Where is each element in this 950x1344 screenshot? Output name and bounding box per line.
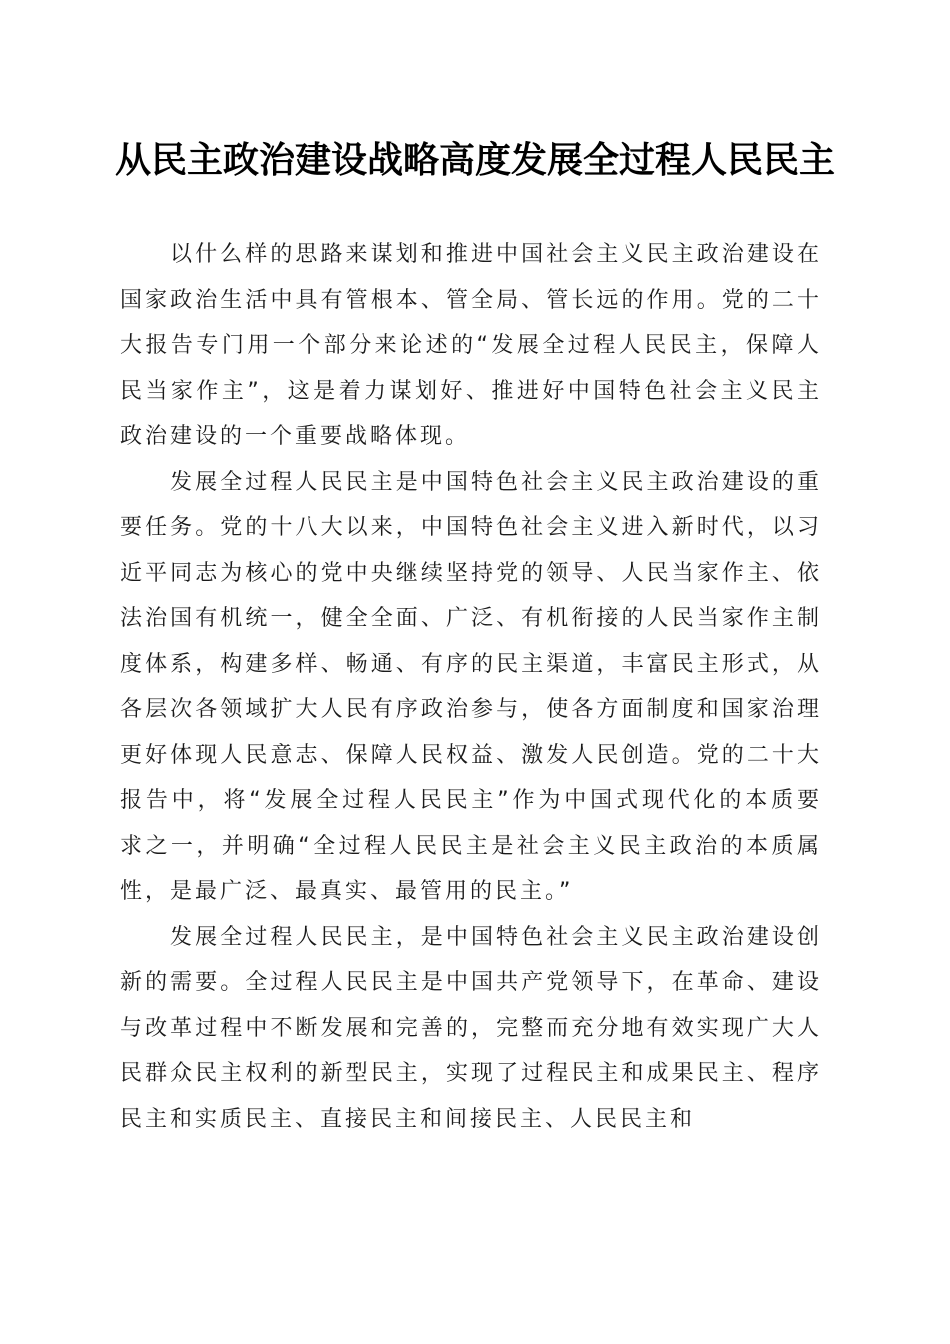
paragraph: 发展全过程人民民主是中国特色社会主义民主政治建设的重要任务。党的十八大以来，中国特色社会主义进入新时代，以习近平同志为核心的党中央继续坚持党的领导、人民当家作主、依法治国有机统一，健全全面、广泛、有机衔接的人民当家作主制度体系，构建多样、畅通、有序的民主渠道，丰富民主形式，从各层次各领域扩大人民有序政治参与，使各方面制度和国家治理更好体现人民意志、保障人民权益、激发人民创造。党的二十大报告中，将“发展全过程人民民主”作为中国式现代化的本质要求之一，并明确“全过程人民民主是社会主义民主政治的本质属性，是最广泛、最真实、最管用的民主。”: [120, 469, 822, 904]
paragraph: 发展全过程人民民主，是中国特色社会主义民主政治建设创新的需要。全过程人民民主是中国共产党领导下，在革命、建设与改革过程中不断发展和完善的，完整而充分地有效实现广大人民群众民主权利的新型民主，实现了过程民主和成果民主、程序民主和实质民主、直接民主和间接民主、人民民主和: [120, 924, 822, 1132]
document-body: [120, 232, 822, 1142]
document-title: 从民主政治建设战略高度发展全过程人民民主: [114, 139, 835, 181]
paragraph: 以什么样的思路来谋划和推进中国社会主义民主政治建设在国家政治生活中具有管根本、管全局、管长远的作用。党的二十大报告专门用一个部分来论述的“发展全过程人民民主，保障人民当家作主”，这是着力谋划好、推进好中国特色社会主义民主政治建设的一个重要战略体现。: [120, 242, 822, 449]
